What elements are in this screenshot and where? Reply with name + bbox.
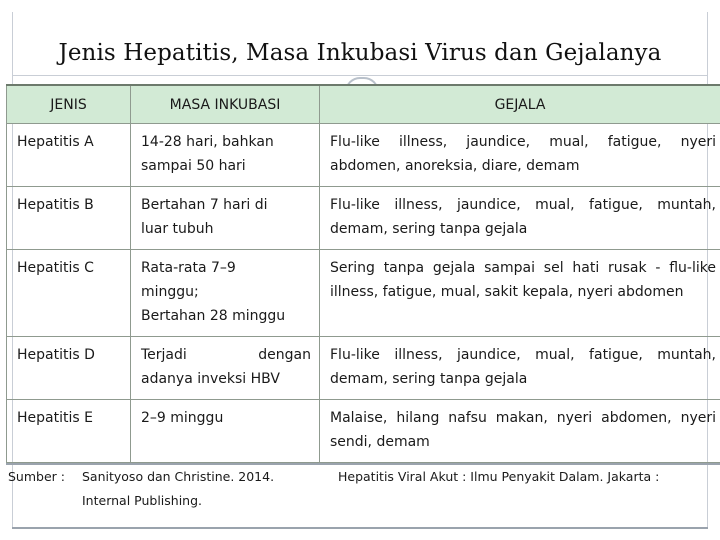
source-book-title: Hepatitis Viral Akut : Ilmu Penyakit Dalam. Jakarta :: [338, 469, 660, 484]
cell-jenis: Hepatitis C: [7, 250, 131, 337]
inkubasi-line: minggu;: [141, 284, 199, 300]
inkubasi-line: Bertahan 28 minggu: [141, 308, 286, 324]
table-row: [7, 250, 720, 337]
slide-title: Jenis Hepatitis, Masa Inkubasi Virus dan Gejalanya: [58, 40, 662, 66]
inkubasi-line: adanya inveksi HBV: [141, 371, 280, 387]
cell-inkubasi: [131, 187, 320, 250]
hepatitis-table: [6, 84, 720, 463]
cell-inkubasi: [131, 337, 320, 400]
inkubasi-line: Rata-rata 7–9: [141, 260, 236, 276]
cell-gejala: Flu-like illness, jaundice, mual, fatigue, nyeri abdomen, anoreksia, diare, demam: [320, 124, 720, 187]
inkubasi-line: 2–9 minggu: [141, 410, 224, 426]
header-masa-inkubasi: MASA INKUBASI: [131, 85, 320, 124]
cell-gejala: Malaise, hilang nafsu makan, nyeri abdomen, nyeri sendi, demam: [320, 400, 720, 463]
cell-jenis: Hepatitis E: [7, 400, 131, 463]
source-publisher: Internal Publishing.: [82, 493, 203, 508]
hepatitis-table-container: [6, 84, 720, 463]
header-gejala: GEJALA: [320, 85, 720, 124]
inkubasi-line: 14-28 hari, bahkan: [141, 134, 274, 150]
inkubasi-line: Terjadi dengan: [141, 347, 311, 363]
cell-gejala: Flu-like illness, jaundice, mual, fatigue, muntah, demam, sering tanpa gejala: [320, 337, 720, 400]
table-row: [7, 337, 720, 400]
title-divider: [12, 75, 708, 76]
cell-inkubasi: [131, 124, 320, 187]
inkubasi-line: Bertahan 7 hari di: [141, 197, 268, 213]
table-row: [7, 124, 720, 187]
slide-bottom-divider: [12, 527, 708, 529]
cell-gejala: Flu-like illness, jaundice, mual, fatigue, muntah, demam, sering tanpa gejala: [320, 187, 720, 250]
cell-inkubasi: [131, 400, 320, 463]
source-authors: Sanityoso dan Christine. 2014.: [82, 469, 275, 484]
cell-jenis: Hepatitis D: [7, 337, 131, 400]
cell-jenis: Hepatitis A: [7, 124, 131, 187]
inkubasi-line: sampai 50 hari: [141, 158, 246, 174]
table-header-row: [7, 85, 720, 124]
inkubasi-line: luar tubuh: [141, 221, 214, 237]
source-citation: [6, 465, 720, 519]
cell-inkubasi: [131, 250, 320, 337]
cell-gejala: Sering tanpa gejala sampai sel hati rusak - flu-like illness, fatigue, mual, sakit kepala, nyeri abdomen: [320, 250, 720, 337]
table-row: [7, 400, 720, 463]
table-row: [7, 187, 720, 250]
cell-jenis: Hepatitis B: [7, 187, 131, 250]
source-label: Sumber :: [8, 469, 65, 484]
header-jenis: JENIS: [7, 85, 131, 124]
